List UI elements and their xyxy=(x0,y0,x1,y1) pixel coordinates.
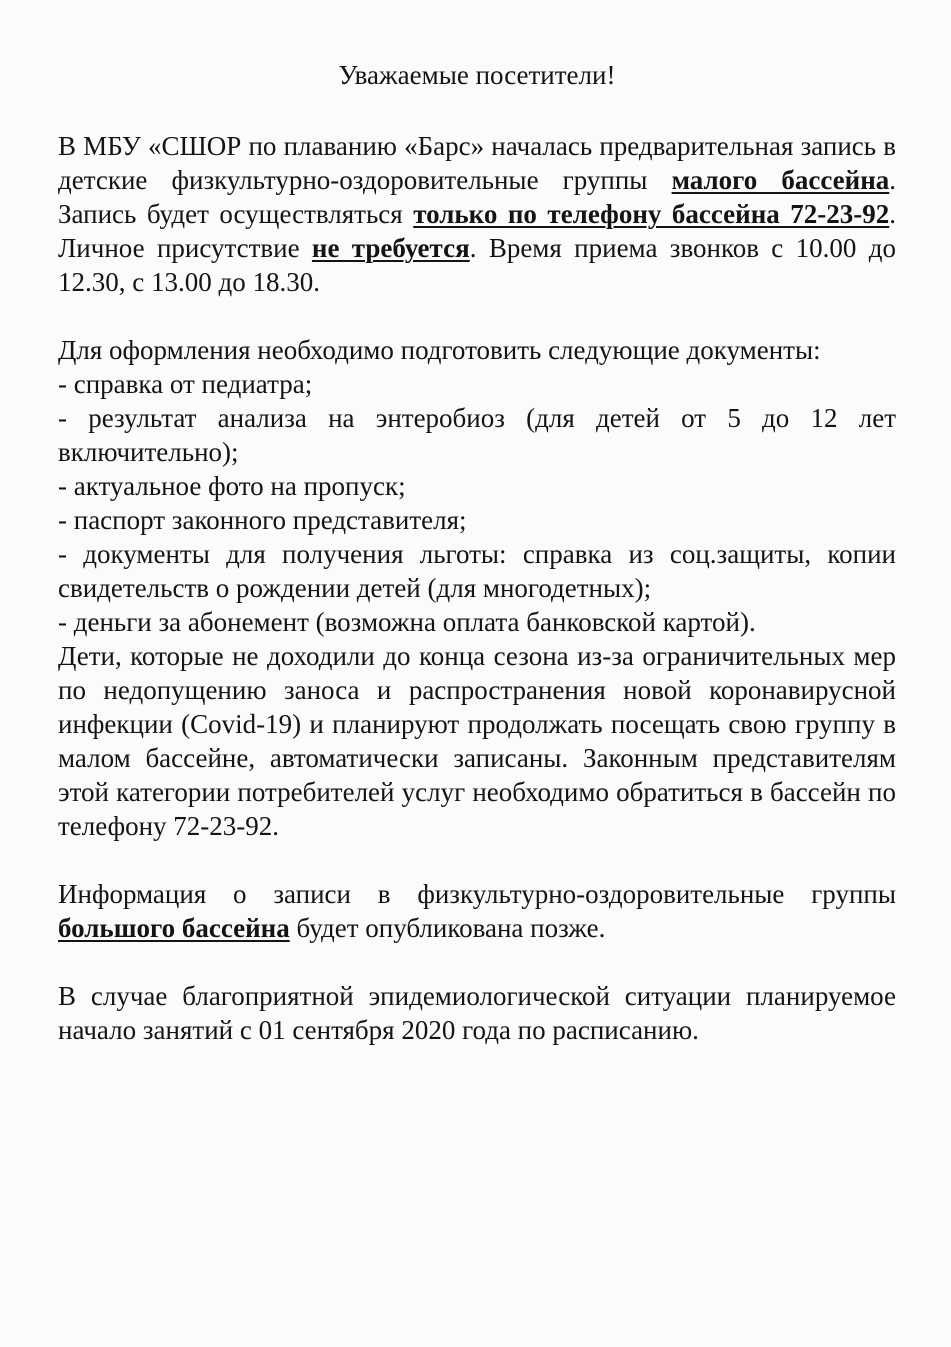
phone-only-emphasis: только по телефону бассейна 72-23-92 xyxy=(413,199,890,229)
list-item: - паспорт законного представителя; xyxy=(58,505,467,535)
large-pool-text-1: Информация о записи в физкультурно-оздоровительные группы xyxy=(58,879,896,909)
small-pool-emphasis: малого бассейна xyxy=(671,165,890,195)
large-pool-paragraph xyxy=(58,877,896,945)
list-item: - результат анализа на энтеробиоз (для детей от 5 до 12 лет включительно); xyxy=(58,403,896,467)
large-pool-text-2: будет опубликована позже. xyxy=(289,913,606,943)
registration-text-4: . Время приема звонков с 10.00 до 12.30, с 13.00 до 18.30. xyxy=(58,233,896,297)
documents-intro: Для оформления необходимо подготовить следующие документы: xyxy=(58,335,821,365)
large-pool-emphasis: большого бассейна xyxy=(58,913,290,943)
list-item: - деньги за абонемент (возможна оплата банковской картой). xyxy=(58,607,756,637)
covid-paragraph: Дети, которые не доходили до конца сезона из-за ограничительных мер по недопущению заноса и распространения новой коронавирусной инфекции (Covid-19) и планируют продолжать посещать свою группу в малом бассейне, автоматически записаны. Законным представителям этой категории потребителей услуг необходимо обратиться в бассейн по телефону 72-23-92. xyxy=(58,641,896,841)
notice-document xyxy=(58,58,896,1047)
notice-title: Уважаемые посетители! xyxy=(338,60,616,90)
not-required-emphasis: не требуется xyxy=(311,233,470,263)
registration-paragraph xyxy=(58,129,896,299)
list-item: - актуальное фото на пропуск; xyxy=(58,471,406,501)
registration-text-3: . Личное присутствие xyxy=(58,199,896,263)
start-date-paragraph: В случае благоприятной эпидемиологической ситуации планируемое начало занятий с 01 сентября 2020 года по расписанию. xyxy=(58,981,896,1045)
list-item: - документы для получения льготы: справка из соц.защиты, копии свидетельств о рождении детей (для многодетных); xyxy=(58,539,896,603)
list-item: - справка от педиатра; xyxy=(58,369,313,399)
documents-list xyxy=(58,367,896,639)
registration-text-2: . Запись будет осуществляться xyxy=(58,165,897,229)
registration-text-1: В МБУ «СШОР по плаванию «Барс» началась предварительная запись в детские физкультурно-оздоровительные группы xyxy=(58,131,896,195)
